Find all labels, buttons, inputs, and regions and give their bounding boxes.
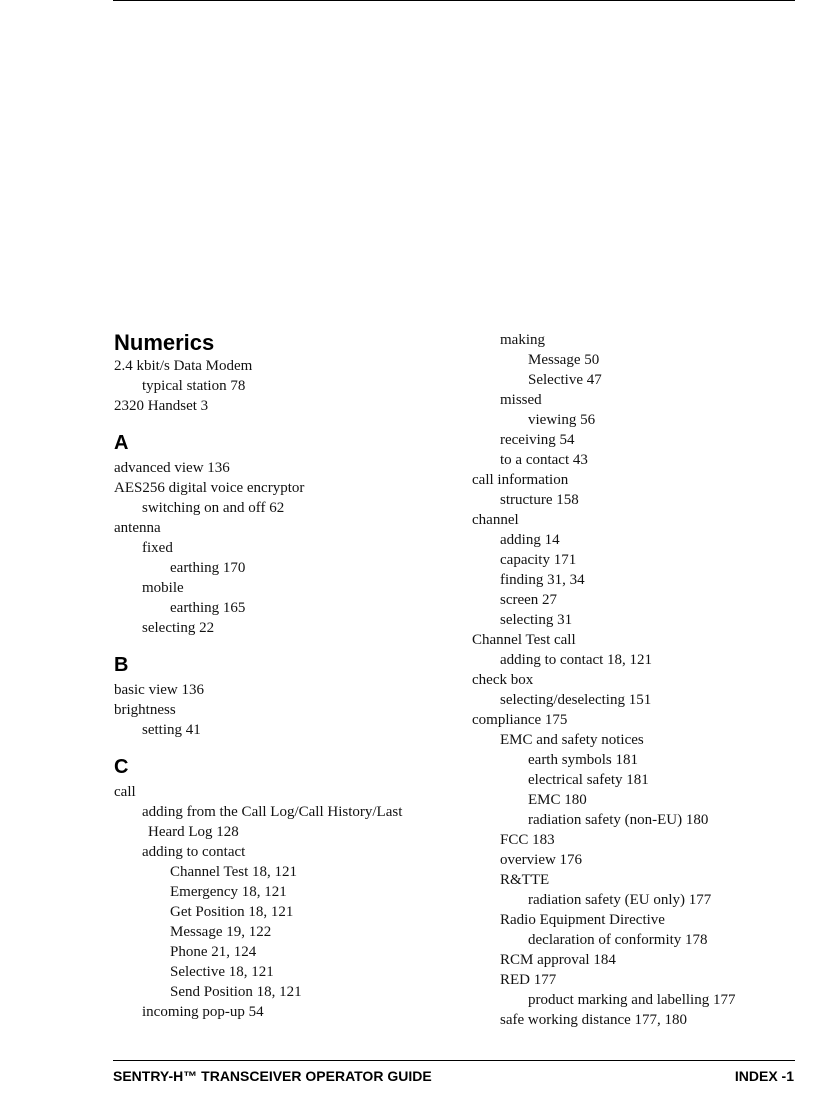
footer-rule [113, 1060, 795, 1061]
index-entry: fixed [142, 540, 173, 556]
index-entry: basic view 136 [114, 682, 204, 698]
index-entry: adding from the Call Log/Call History/Last [142, 804, 403, 820]
index-entry: safe working distance 177, 180 [500, 1012, 688, 1028]
index-entry: mobile [142, 580, 184, 596]
index-entry: call information [472, 472, 569, 488]
index-section-heading: Numerics [114, 330, 215, 355]
index-entry: incoming pop-up 54 [142, 1004, 264, 1020]
index-entry: typical station 78 [142, 378, 246, 394]
index-entry: Channel Test call [472, 632, 576, 648]
index-entry: overview 176 [500, 852, 583, 868]
index-entry: Selective 47 [528, 372, 602, 388]
index-entry: compliance 175 [472, 712, 568, 728]
index-entry: Phone 21, 124 [170, 944, 257, 960]
index-entry: to a contact 43 [500, 452, 588, 468]
index-entry: receiving 54 [500, 432, 575, 448]
index-entry: structure 158 [500, 492, 579, 508]
index-entry: declaration of conformity 178 [528, 932, 708, 948]
index-section-heading: B [114, 654, 129, 676]
index-entry: antenna [114, 520, 161, 536]
index-entry: earthing 165 [170, 600, 246, 616]
index-entry: Send Position 18, 121 [170, 984, 302, 1000]
index-entry: making [500, 332, 545, 348]
index-entry: adding to contact 18, 121 [500, 652, 653, 668]
index-entry: Message 50 [528, 352, 600, 368]
index-entry: earth symbols 181 [528, 752, 638, 768]
index-entry: call [114, 784, 136, 800]
index-entry: Emergency 18, 121 [170, 884, 287, 900]
index-entry: adding to contact [142, 844, 246, 860]
footer-page-number: INDEX -1 [734, 1068, 794, 1084]
index-column-right [472, 330, 812, 1030]
index-entry: EMC and safety notices [500, 732, 644, 748]
index-entry: setting 41 [142, 722, 201, 738]
index-entry: brightness [114, 702, 176, 718]
index-entry: 2.4 kbit/s Data Modem [114, 358, 253, 374]
index-entry: adding 14 [500, 532, 560, 548]
index-column-left [114, 330, 454, 1022]
index-entry: switching on and off 62 [142, 500, 285, 516]
footer-document-title: SENTRY-H™ TRANSCEIVER OPERATOR GUIDE [113, 1068, 432, 1084]
index-entry: earthing 170 [170, 560, 246, 576]
index-entry: viewing 56 [528, 412, 596, 428]
index-entry: Radio Equipment Directive [500, 912, 665, 928]
index-entry: Message 19, 122 [170, 924, 272, 940]
index-entry: Get Position 18, 121 [170, 904, 294, 920]
index-entry: screen 27 [500, 592, 558, 608]
index-entry: R&TTE [500, 872, 550, 888]
index-entry: product marking and labelling 177 [528, 992, 736, 1008]
index-entry: capacity 171 [500, 552, 577, 568]
index-section-heading: C [114, 756, 129, 778]
index-entry: Selective 18, 121 [170, 964, 274, 980]
index-entry: electrical safety 181 [528, 772, 649, 788]
index-entry: Heard Log 128 [148, 824, 239, 840]
index-entry: selecting 31 [500, 612, 573, 628]
index-entry: AES256 digital voice encryptor [114, 480, 305, 496]
index-entry: Channel Test 18, 121 [170, 864, 297, 880]
index-entry: check box [472, 672, 534, 688]
index-entry: radiation safety (EU only) 177 [528, 892, 712, 908]
index-entry: selecting/deselecting 151 [500, 692, 652, 708]
index-section-heading: A [114, 432, 129, 454]
index-entry: finding 31, 34 [500, 572, 585, 588]
index-entry: RED 177 [500, 972, 557, 988]
index-entry: selecting 22 [142, 620, 215, 636]
index-entry: radiation safety (non-EU) 180 [528, 812, 709, 828]
index-entry: EMC 180 [528, 792, 587, 808]
index-entry: RCM approval 184 [500, 952, 616, 968]
top-rule [113, 0, 795, 1]
index-entry: channel [472, 512, 519, 528]
index-entry: 2320 Handset 3 [114, 398, 209, 414]
index-entry: FCC 183 [500, 832, 555, 848]
index-entry: missed [500, 392, 542, 408]
index-entry: advanced view 136 [114, 460, 230, 476]
